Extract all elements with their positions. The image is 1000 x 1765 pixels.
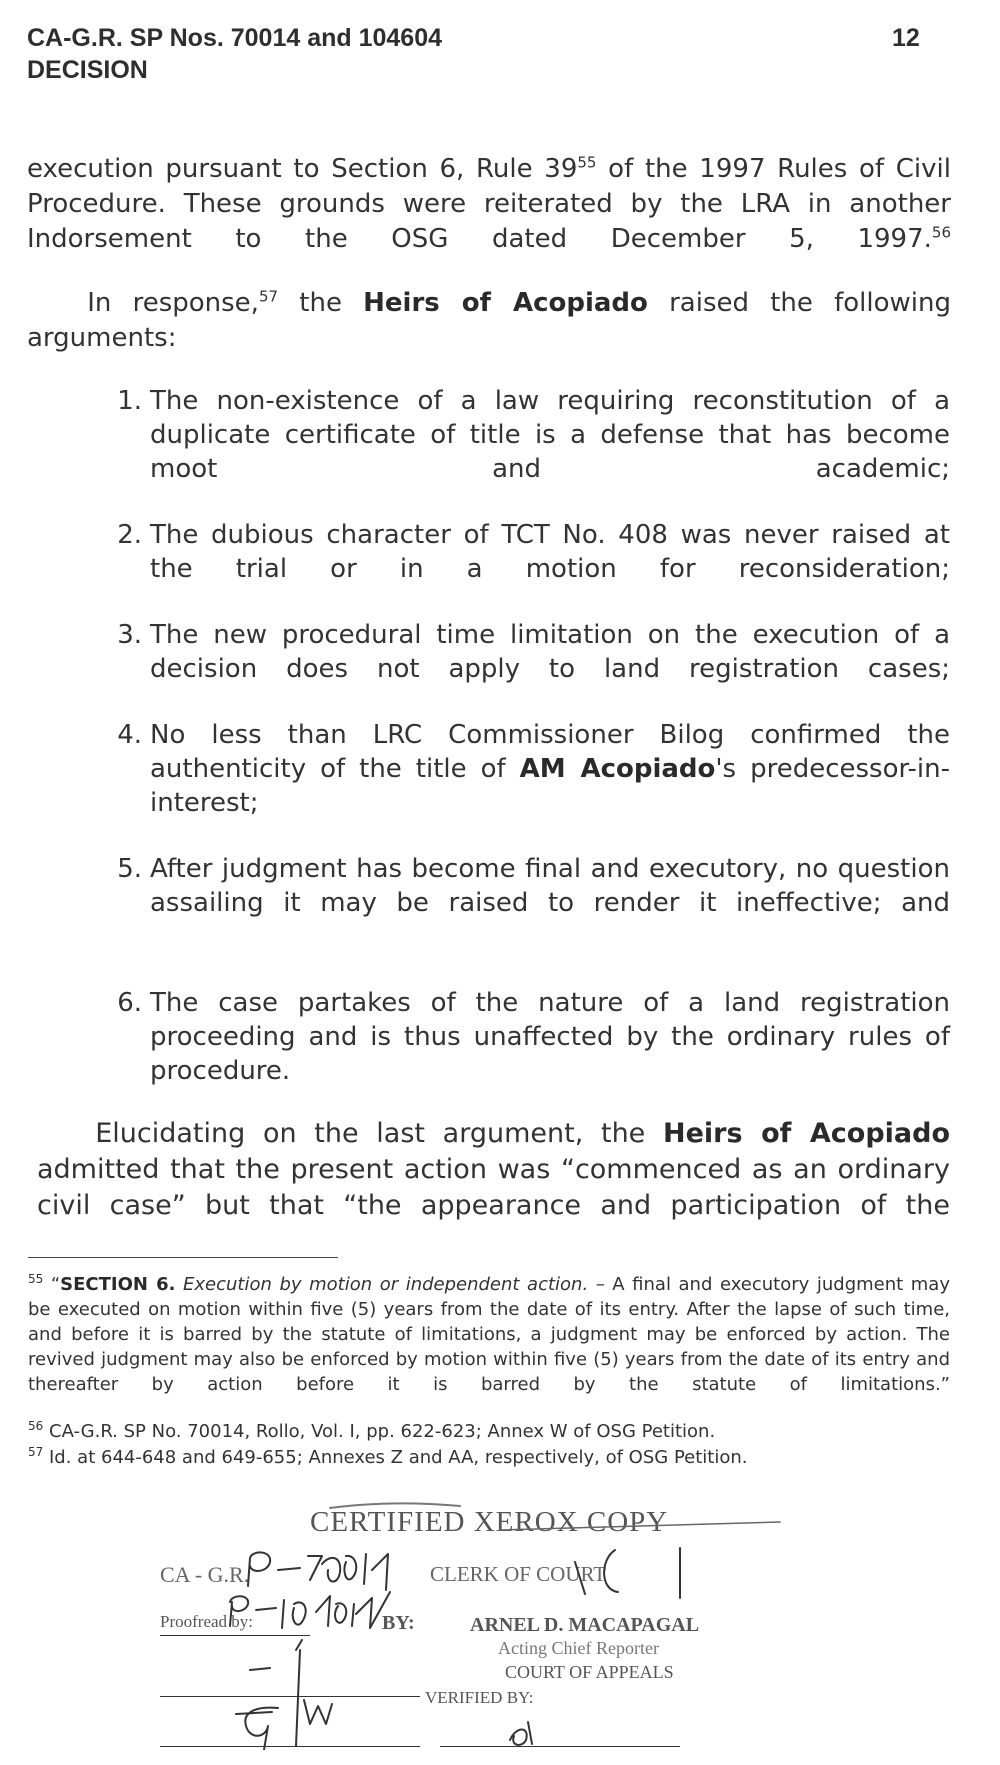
- handwritten-annotations: [160, 1500, 920, 1750]
- footnote-ref-55: 55: [577, 153, 597, 172]
- argument-item-6: 6. The case partakes of the nature of a land registration proceeding and is thus unaffected by the ordinary rules of procedure.: [117, 988, 950, 1086]
- paragraph-elucidating: Elucidating on the last argument, the Heirs of Acopiado admitted that the present action was “commenced as an ordinary civil case” but that “the appearance and participation of the: [37, 1118, 950, 1221]
- certification-stamp: [160, 1500, 920, 1750]
- party-name-bold: Heirs of Acopiado: [663, 1118, 950, 1149]
- party-name-bold: Heirs of Acopiado: [363, 288, 648, 318]
- party-name-bold: AM Acopiado: [519, 754, 716, 784]
- footnote-divider: [28, 1257, 338, 1258]
- argument-item-4: 4. No less than LRC Commissioner Bilog confirmed the authenticity of the title of AM Acopiado's predecessor-in-interest;: [117, 720, 950, 818]
- stamp-verified-label: VERIFIED BY:: [425, 1688, 534, 1707]
- footnote-55: $^{55}$ “SECTION 6. Execution by motion or independent action. – A final and executory judgment may be executed on motion within five (5) years from the date of its entry. After the lapse of such time, and before it is barred by the statute of limitations, a judgment may be enforced by action. The revived judgment may also be enforced by motion within five (5) years from the date of its entry and thereafter by action before it is barred by the statute of limitations.”: [28, 1272, 950, 1395]
- argument-item-1: 1. The non-existence of a law requiring reconstitution of a duplicate certificate of title is a defense that has become moot and academic;: [117, 386, 950, 484]
- footnote-57: $^{57}$ Id. at 644-648 and 649-655; Annexes Z and AA, respectively, of OSG Petition.: [28, 1445, 748, 1468]
- paragraph-execution: execution pursuant to Section 6, Rule $39^{55}$ of the 1997 Rules of Civil Procedure. These grounds were reiterated by the LRA in another Indorsement to the OSG dated December 5, 1997.56: [27, 153, 951, 254]
- stamp-clerk-of-court: CLERK OF COURT: [430, 1562, 607, 1586]
- argument-item-2: 2. The dubious character of TCT No. 408 was never raised at the trial or in a motion for reconsideration;: [117, 520, 950, 584]
- stamp-certified-copy: CERTIFIED XEROX COPY: [310, 1506, 669, 1538]
- stamp-court-name: COURT OF APPEALS: [505, 1662, 674, 1682]
- paragraph-response: In response,$^{57}$ the Heirs of Acopiado raised the following arguments:: [27, 287, 951, 353]
- stamp-reporter-title: Acting Chief Reporter: [498, 1638, 659, 1658]
- argument-item-3: 3. The new procedural time limitation on the execution of a decision does not apply to land registration cases;: [117, 620, 950, 684]
- case-number-header: CA-G.R. SP Nos. 70014 and 104604: [27, 24, 443, 52]
- stamp-reporter-name: ARNEL D. MACAPAGAL: [470, 1614, 700, 1636]
- stamp-by-label: BY:: [382, 1612, 415, 1634]
- argument-item-5: 5. After judgment has become final and executory, no question assailing it may be raised to render it ineffective; and: [117, 854, 950, 918]
- footnote-56: $^{56}$ CA-G.R. SP No. 70014, Rollo, Vol. I, pp. 622-623; Annex W of OSG Petition.: [28, 1419, 716, 1442]
- footnote-ref-57: 57: [258, 287, 279, 306]
- stamp-ca-gr-label: CA - G.R.: [160, 1562, 250, 1587]
- page-number: 12: [892, 24, 920, 52]
- footnote-ref-56: 56: [931, 223, 951, 242]
- decision-header: DECISION: [27, 56, 148, 84]
- stamp-proofread-label: Proofread by:: [160, 1612, 254, 1631]
